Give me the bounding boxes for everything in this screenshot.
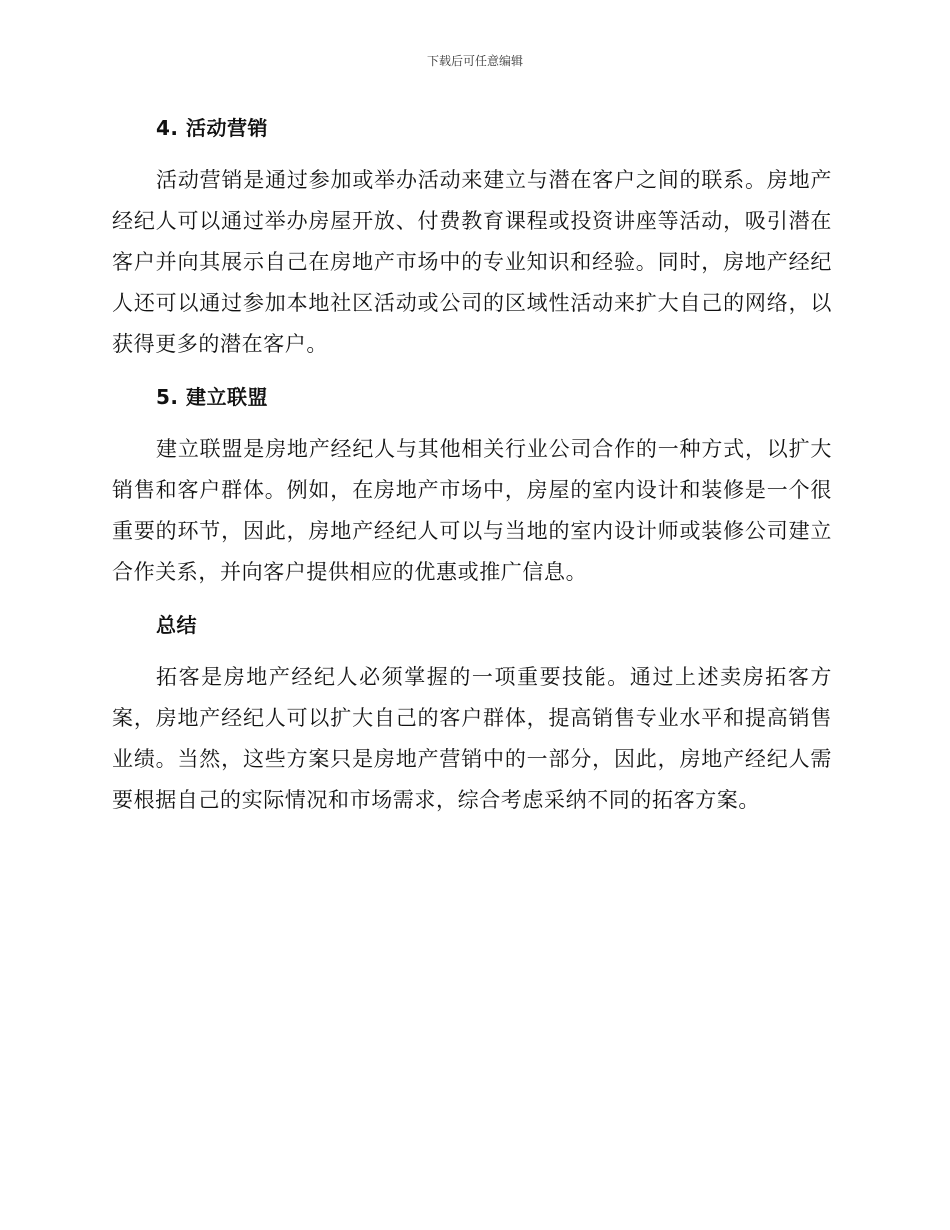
section-heading: 4. 活动营销 [156, 116, 268, 140]
section-heading: 总结 [156, 613, 197, 637]
section-alliance [112, 377, 832, 593]
section-heading: 5. 建立联盟 [156, 385, 268, 409]
header-note: 下载后可任意编辑 [426, 54, 523, 68]
section-paragraph: 拓客是房地产经纪人必须掌握的一项重要技能。通过上述卖房拓客方案，房地产经纪人可以扩大自己的客户群体，提高销售专业水平和提高销售业绩。当然，这些方案只是房地产营销中的一部分，因此，房地产经纪人需要根据自己的实际情况和市场需求，综合考虑采纳不同的拓客方案。 [112, 665, 832, 812]
document-body [112, 108, 832, 833]
section-paragraph: 建立联盟是房地产经纪人与其他相关行业公司合作的一种方式，以扩大销售和客户群体。例如，在房地产市场中，房屋的室内设计和装修是一个很重要的环节，因此，房地产经纪人可以与当地的室内设计师或装修公司建立合作关系，并向客户提供相应的优惠或推广信息。 [112, 437, 832, 584]
section-paragraph: 活动营销是通过参加或举办活动来建立与潜在客户之间的联系。房地产经纪人可以通过举办房屋开放、付费教育课程或投资讲座等活动，吸引潜在客户并向其展示自己在房地产市场中的专业知识和经验。同时，房地产经纪人还可以通过参加本地社区活动或公司的区域性活动来扩大自己的网络，以获得更多的潜在客户。 [112, 168, 832, 356]
section-activity-marketing [112, 108, 832, 365]
section-summary [112, 605, 832, 821]
